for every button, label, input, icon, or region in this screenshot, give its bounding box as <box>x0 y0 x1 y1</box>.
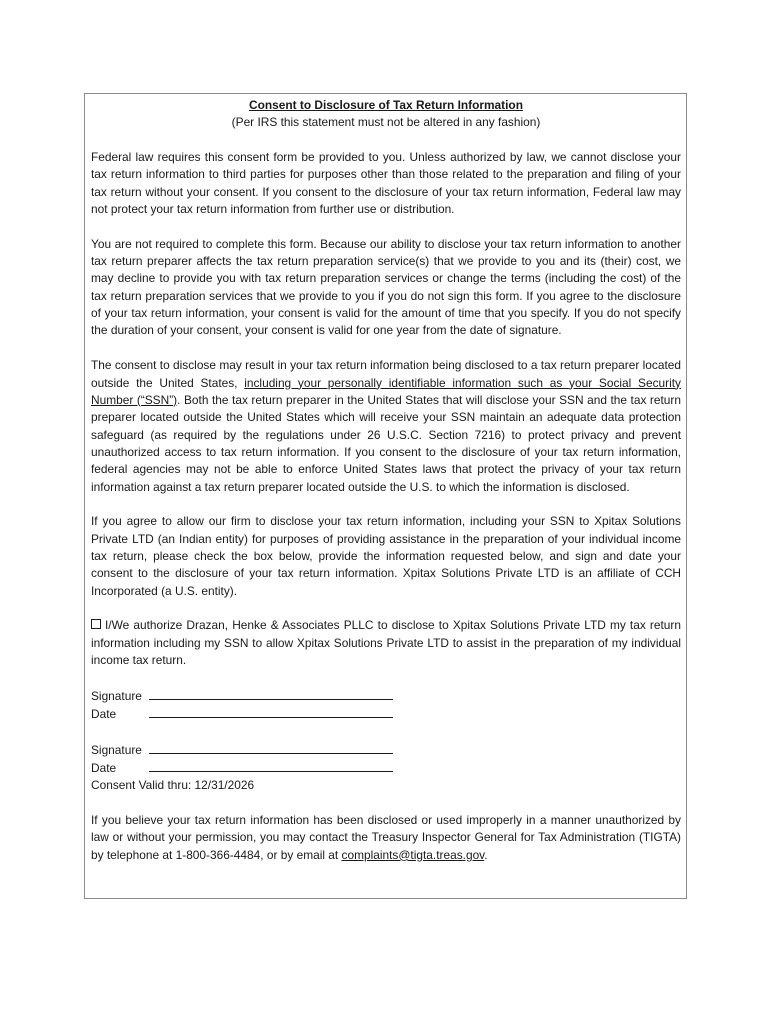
ssn-underlined-text: including your personally identifiable information such as your Social Security Number (“SSN”) <box>91 375 681 407</box>
paragraph-tigta <box>91 812 681 864</box>
date-label: Date <box>91 707 117 722</box>
paragraph-not-required: You are not required to complete this form. Because our ability to disclose your tax return information to another tax return preparer affects the tax return preparation service(s) that we provide to you and its (their) cost, we may decline to provide you with tax return preparation services or change the terms (including the cost) of the tax return preparation services that we provide to you if you do not sign this form. If you agree to the disclosure of your tax return information, your consent is valid for the amount of time that you specify. If you do not specify the duration of your consent, your consent is valid for one year from the date of signature. <box>91 236 681 338</box>
date-row-1 <box>91 705 681 723</box>
signature-row-1 <box>91 687 681 705</box>
document-subtitle: (Per IRS this statement must not be altered in any fashion) <box>231 115 541 130</box>
authorization-text: I/We authorize Drazan, Henke & Associates PLLC to disclose to Xpitax Solutions Private LTD my tax return information including my SSN to allow Xpitax Solutions Private LTD to assist in the preparation of my individual income tax return. <box>91 618 681 667</box>
paragraph-outside-us <box>91 357 681 496</box>
date-field[interactable] <box>149 759 393 772</box>
signature-row-2 <box>91 741 681 759</box>
date-row-2 <box>91 759 681 777</box>
tigta-email-link[interactable]: complaints@tigta.treas.gov <box>341 847 485 862</box>
authorization-statement <box>91 617 681 669</box>
signature-field[interactable] <box>149 687 393 700</box>
signature-field[interactable] <box>149 741 393 754</box>
date-label: Date <box>91 761 117 776</box>
tigta-end: . <box>484 847 488 862</box>
document-title: Consent to Disclosure of Tax Return Information <box>249 98 523 112</box>
consent-document <box>91 97 681 881</box>
date-field[interactable] <box>149 705 393 718</box>
paragraph-outside-us-start: The consent to disclose may result in your tax return information being disclosed to a tax return preparer located outside the United States, <box>91 358 681 390</box>
paragraph-outside-us-end: . Both the tax return preparer in the United States that will disclose your SSN and the tax return preparer located outside the United States which will receive your SSN maintain an adequate data protection safeguard (as required by the regulations under 26 U.S.C. Section 7216) to protect privacy and prevent unauthorized access to tax return information. If you consent to the disclosure of your tax return information, federal agencies may not be able to enforce United States laws that protect the privacy of your tax return information against a tax return preparer located outside the U.S. to which the information is disclosed. <box>91 392 681 494</box>
signature-label: Signature <box>91 688 142 703</box>
consent-valid-date: Consent Valid thru: 12/31/2026 <box>91 778 255 793</box>
paragraph-federal-law: Federal law requires this consent form be provided to you. Unless authorized by law, we cannot disclose your tax return information to third parties for purposes other than those related to the preparation and filing of your tax return without your consent. If you consent to the disclosure of your tax return information, Federal law may not protect your tax return information from further use or distribution. <box>91 150 681 217</box>
tigta-text: If you believe your tax return information has been disclosed or used improperly in a manner unauthorized by law or without your permission, you may contact the Treasury Inspector General for Tax Administration (TIGTA) by telephone at 1-800-366-4484, or by email at <box>91 813 681 862</box>
paragraph-agreement: If you agree to allow our firm to disclose your tax return information, including your SSN to Xpitax Solutions Private LTD (an Indian entity) for purposes of providing assistance in the preparation of your individual income tax return, please check the box below, provide the information requested below, and sign and date your consent to the disclosure of your tax return information. Xpitax Solutions Private LTD is an affiliate of CCH Incorporated (a U.S. entity). <box>91 514 681 598</box>
authorization-checkbox[interactable] <box>91 619 101 629</box>
signature-label: Signature <box>91 742 142 757</box>
